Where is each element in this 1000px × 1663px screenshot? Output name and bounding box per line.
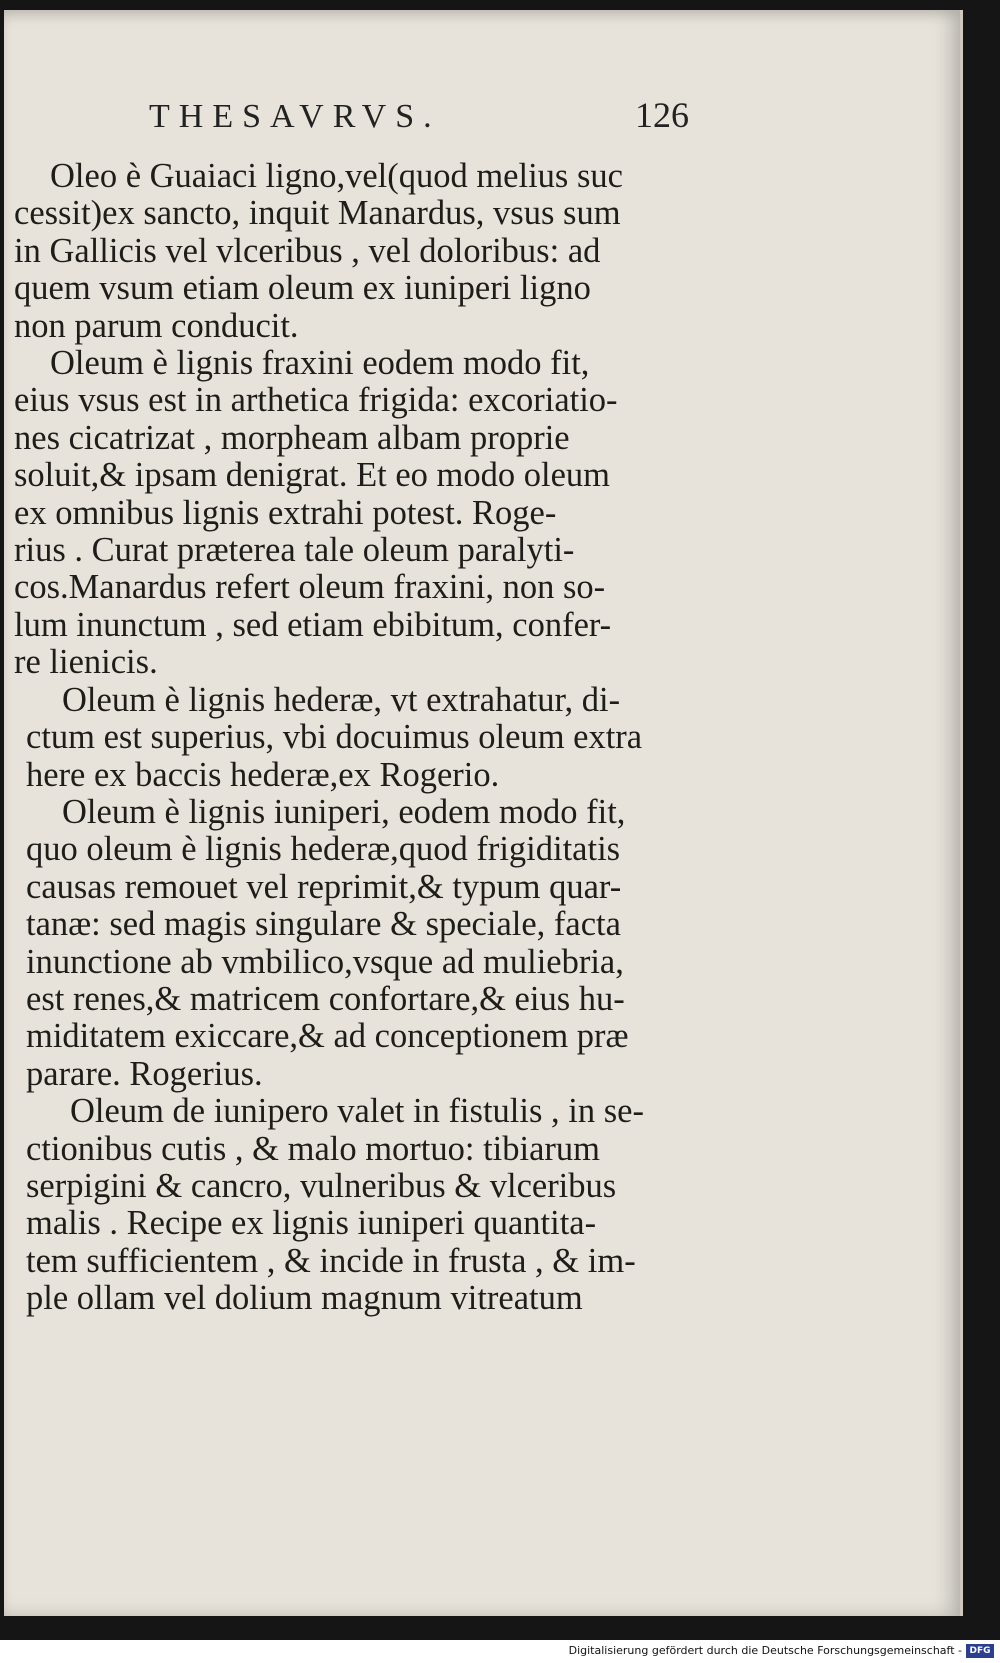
text-line: malis . Recipe ex lignis iuniperi quantita- [26, 1204, 597, 1243]
digitization-footer [0, 1640, 1000, 1663]
text-line: causas remouet vel reprimit,& typum quar- [26, 867, 622, 906]
text-line: quo oleum è lignis hederæ,quod frigiditatis [26, 830, 621, 869]
text-line: nes cicatrizat , morpheam albam proprie [14, 418, 570, 457]
text-line: lum inunctum , sed etiam ebibitum, confer- [14, 605, 612, 644]
text-line: miditatem exiccare,& ad conceptionem præ [26, 1017, 629, 1056]
text-line: here ex baccis hederæ,ex Rogerio. [26, 755, 500, 794]
text-line: Oleum de iunipero valet in fistulis , in se- [70, 1092, 644, 1131]
footer-credit: Digitalisierung gefördert durch die Deutsche Forschungsgemeinschaft - [568, 1644, 962, 1657]
running-title: THESAVRVS. [149, 98, 441, 135]
text-line: parare. Rogerius. [26, 1054, 263, 1093]
text-line: cos.Manardus refert oleum fraxini, non so- [14, 568, 606, 607]
text-line: cessit)ex sancto, inquit Manardus, vsus sum [14, 194, 621, 233]
text-line: Oleum è lignis fraxini eodem modo fit, [50, 344, 590, 383]
text-line: quem vsum etiam oleum ex iuniperi ligno [14, 269, 591, 308]
text-line: in Gallicis vel vlceribus , vel doloribus: ad [14, 231, 601, 270]
book-page [4, 10, 963, 1616]
text-line: re lienicis. [14, 643, 158, 682]
text-line: non parum conducit. [14, 306, 299, 345]
text-line: ex omnibus lignis extrahi potest. Roge- [14, 493, 557, 532]
text-line: inunctione ab vmbilico,vsque ad muliebria, [26, 942, 624, 981]
page-number: 126 [635, 95, 689, 135]
body-text [14, 158, 694, 1318]
text-line: soluit,& ipsam denigrat. Et eo modo oleum [14, 456, 611, 495]
text-line: Oleo è Guaiaci ligno,vel(quod melius suc [50, 157, 623, 195]
text-line: Oleum è lignis iuniperi, eodem modo fit, [62, 792, 626, 831]
text-line: ple ollam vel dolium magnum vitreatum [26, 1279, 583, 1318]
text-line: eius vsus est in arthetica frigida: excoriatio- [14, 381, 618, 420]
text-line: Oleum è lignis hederæ, vt extrahatur, di- [62, 680, 621, 719]
text-line: serpigini & cancro, vulneribus & vlceribus [26, 1166, 617, 1205]
text-line: tem sufficientem , & incide in frusta , & im- [26, 1241, 636, 1280]
page-header [149, 95, 709, 148]
dfg-logo: DFG [966, 1644, 994, 1658]
text-line: est renes,& matricem confortare,& eius hu- [26, 979, 625, 1018]
text-line: ctionibus cutis , & malo mortuo: tibiarum [26, 1129, 600, 1168]
text-line: tanæ: sed magis singulare & speciale, facta [26, 905, 621, 944]
text-line: ctum est superius, vbi docuimus oleum extra [26, 718, 643, 757]
text-line: rius . Curat præterea tale oleum paralyti- [14, 531, 575, 570]
